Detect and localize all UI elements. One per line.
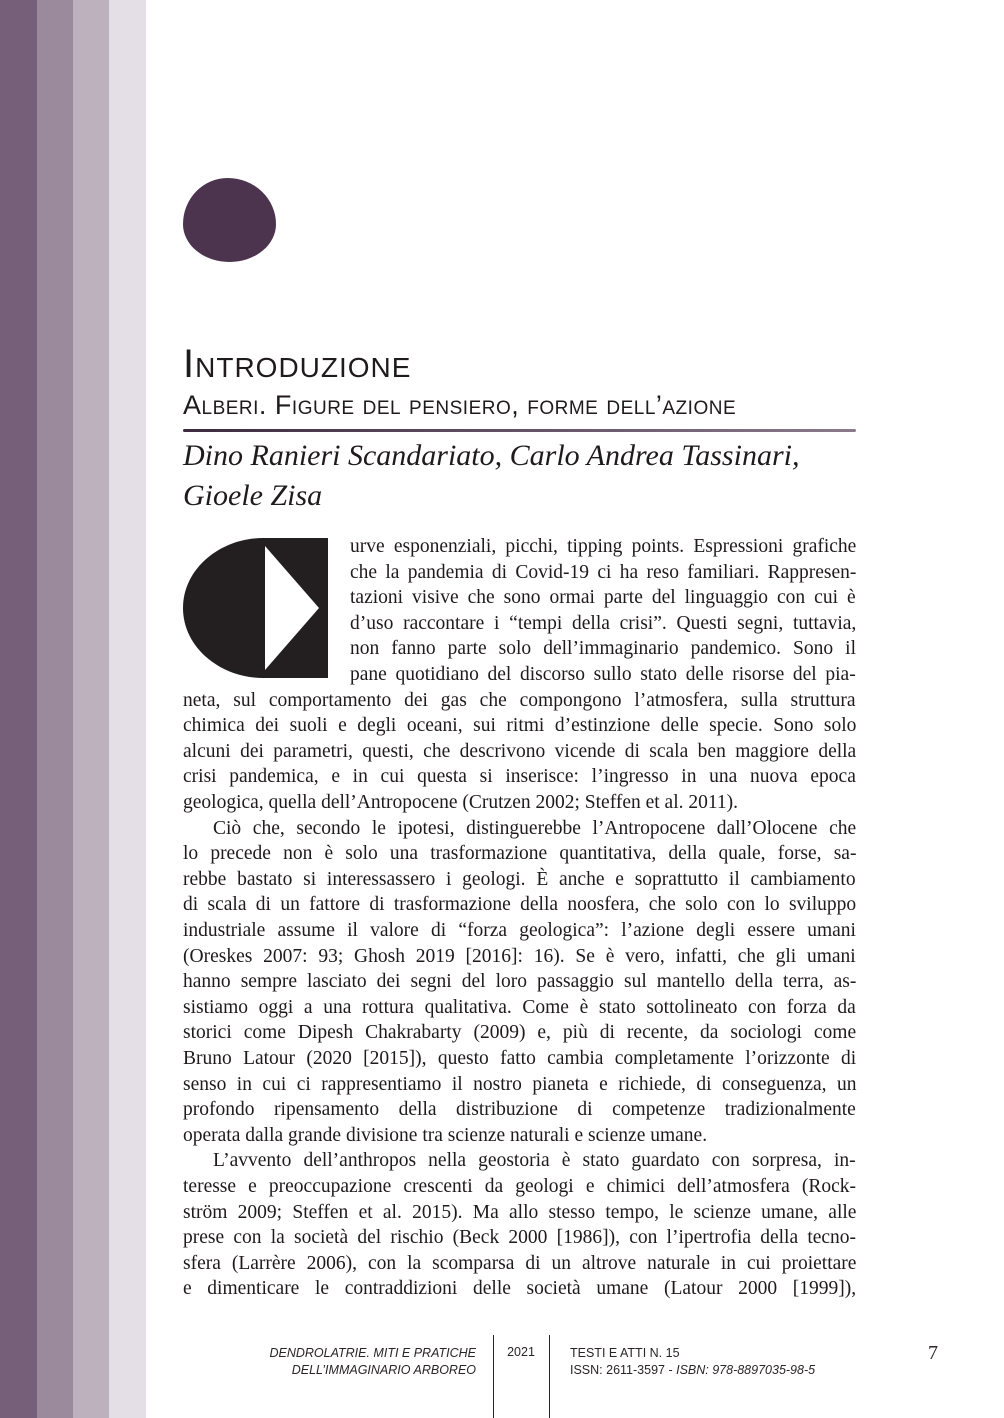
- body-line: senso in cui ci rappresentiamo il nostro pianeta e richiede, di conseguenza, un: [183, 1073, 857, 1095]
- body-line: profondo ripensamento della distribuzione di competenze tradizionalmente: [183, 1099, 856, 1121]
- footer-divider-2: [549, 1335, 550, 1418]
- margin-stripe-2: [37, 0, 73, 1418]
- journal-title: [220, 1345, 476, 1379]
- series-label: TESTI E ATTI N. 15: [570, 1346, 680, 1360]
- chapter-title: Introduzione: [183, 342, 412, 386]
- drop-cap-c-icon: [183, 538, 328, 678]
- body-line: (Oreskes 2007: 93; Ghosh 2019 [2016]: 16). Se è vero, infatti, che gli umani: [183, 945, 856, 967]
- body-line: Bruno Latour (2020 [2015]), questo fatto cambia completamente l’orizzonte di: [183, 1048, 857, 1069]
- margin-stripe-4: [109, 0, 146, 1418]
- body-line: sfera (Larrère 2006), con la scomparsa di un altrove naturale in cui proiettare: [183, 1252, 857, 1274]
- page-number: 7: [928, 1342, 938, 1364]
- body-line: neta, sul comportamento dei gas che compongono l’atmosfera, sulla struttura: [183, 689, 856, 711]
- body-line: operata dalla grande divisione tra scienze naturali e scienze umane.: [183, 1124, 708, 1146]
- body-line: alcuni dei parametri, questi, che descrivono vicende di scala ben maggiore della: [183, 740, 857, 762]
- body-line: industriale assume il valore di “forza geologica”: l’azione degli essere umani: [183, 920, 856, 941]
- isbn-label: ISBN: 978-8897035-98-5: [676, 1363, 816, 1377]
- title-rule: [183, 429, 856, 432]
- issn-label: ISSN: 2611-3597: [570, 1363, 665, 1377]
- body-line: chimica dei suoli e degli oceani, sui ritmi d’estinzione delle specie. Sono solo: [183, 715, 857, 737]
- body-line: crisi pandemica, e in cui questa si inserisce: l’ingresso in una nuova epoca: [183, 766, 856, 788]
- body-line: storici come Dipesh Chakrabarty (2009) e, più di recente, da sociologi come: [183, 1022, 857, 1044]
- body-line: L’avvento dell’anthropos nella geostoria è stato guardato con sorpresa, in-: [213, 1150, 856, 1172]
- body-line: prese con la società del rischio (Beck 2000 [1986]), con l’ipertrofia della tecno-: [183, 1227, 857, 1249]
- margin-stripe-1: [0, 0, 37, 1418]
- body-line: urve esponenziali, picchi, tipping points. Espressioni grafiche: [350, 536, 857, 557]
- body-line: ström 2009; Steffen et al. 2015). Ma allo stesso tempo, le scienze umane, alle: [183, 1201, 857, 1223]
- body-line: geologica, quella dell’Antropocene (Crutzen 2002; Steffen et al. 2011).: [183, 792, 739, 813]
- body-line: hanno sempre lasciato dei segni del loro passaggio sul mantello della terra, as-: [183, 971, 857, 993]
- journal-title-line-2: DELL’IMMAGINARIO ARBOREO: [291, 1363, 476, 1377]
- body-line: sistiamo oggi a una rottura qualitativa. Come è stato sottolineato con forza da: [183, 996, 856, 1018]
- footer-year: 2021: [507, 1345, 535, 1359]
- body-line: di scala di un fattore di trasformazione della noosfera, che solo con lo sviluppo: [183, 894, 857, 916]
- body-line: d’uso raccontare i “tempi della crisi”. Questi segni, tuttavia,: [350, 612, 857, 634]
- body-line: lo precede non è solo una trasformazione quantitativa, della quale, forse, sa-: [183, 843, 857, 865]
- margin-stripe-3: [73, 0, 109, 1418]
- body-line: e dimenticare le contraddizioni delle società umane (Latour 2000 [1999]),: [183, 1278, 857, 1300]
- chapter-subtitle: Alberi. Figure del pensiero, forme dell’azione: [183, 390, 737, 420]
- body-line: che la pandemia di Covid-19 ci ha reso familiari. Rappresen-: [350, 561, 857, 583]
- body-line: teresse e preoccupazione crescenti da geologi e chimici dell’atmosfera (Rock-: [183, 1176, 857, 1197]
- body-line: rebbe bastato si interessassero i geologi. È anche e soprattutto il cambiamento: [183, 868, 856, 890]
- body-line: tazioni visive che sono ormai parte del linguaggio con cui è: [350, 587, 856, 609]
- journal-title-line-1: DENDROLATRIE. MITI E PRATICHE: [269, 1346, 476, 1360]
- decorative-blob-icon: [183, 178, 276, 262]
- identifiers: ISSN: 2611-3597 - ISBN: 978-8897035-98-5: [570, 1363, 816, 1377]
- body-line: non fanno parte solo dell’immaginario pandemico. Sono il: [350, 638, 856, 660]
- authors-line-1: Dino Ranieri Scandariato, Carlo Andrea Tassinari,: [183, 439, 800, 472]
- body-line: pane quotidiano del discorso sullo stato delle risorse del pia-: [350, 664, 856, 685]
- authors: [183, 436, 873, 516]
- footer-publication-info: [570, 1345, 815, 1379]
- body-line: Ciò che, secondo le ipotesi, distinguerebbe l’Antropocene dall’Olocene che: [213, 817, 857, 839]
- authors-line-2: Gioele Zisa: [183, 479, 323, 512]
